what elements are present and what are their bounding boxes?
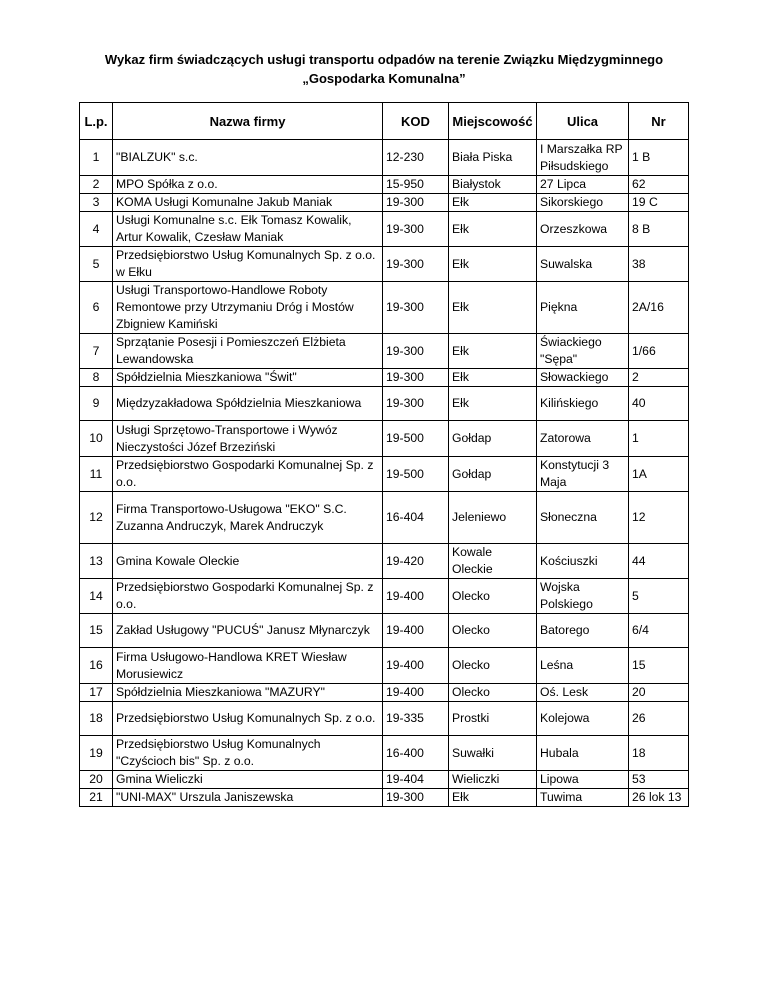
cell-street: Lipowa	[537, 771, 629, 789]
cell-number: 40	[629, 387, 689, 421]
cell-number: 26 lok 13	[629, 789, 689, 807]
cell-lp: 10	[80, 421, 113, 457]
cell-city: Ełk	[449, 212, 537, 247]
cell-postal-code: 19-300	[383, 369, 449, 387]
document-subtitle: „Gospodarka Komunalna”	[302, 71, 466, 86]
cell-number: 26	[629, 702, 689, 736]
cell-company-name: Przedsiębiorstwo Usług Komunalnych "Czyścioch bis" Sp. z o.o.	[113, 736, 383, 771]
cell-lp: 16	[80, 648, 113, 684]
cell-lp: 5	[80, 247, 113, 282]
cell-lp: 12	[80, 492, 113, 544]
cell-number: 2A/16	[629, 282, 689, 334]
cell-city: Biała Piska	[449, 140, 537, 176]
cell-city: Ełk	[449, 282, 537, 334]
cell-company-name: Gmina Kowale Oleckie	[113, 544, 383, 579]
table-row	[80, 140, 689, 176]
cell-city: Olecko	[449, 579, 537, 614]
cell-lp: 6	[80, 282, 113, 334]
cell-city: Wieliczki	[449, 771, 537, 789]
cell-city: Kowale Oleckie	[449, 544, 537, 579]
cell-street: I Marszałka RP Piłsudskiego	[537, 140, 629, 176]
cell-lp: 11	[80, 457, 113, 492]
cell-postal-code: 19-404	[383, 771, 449, 789]
cell-street: Słoneczna	[537, 492, 629, 544]
cell-postal-code: 19-335	[383, 702, 449, 736]
table-row	[80, 648, 689, 684]
cell-city: Olecko	[449, 614, 537, 648]
cell-street: Suwalska	[537, 247, 629, 282]
table-row	[80, 247, 689, 282]
cell-number: 19 C	[629, 194, 689, 212]
cell-postal-code: 19-420	[383, 544, 449, 579]
cell-number: 15	[629, 648, 689, 684]
cell-number: 2	[629, 369, 689, 387]
cell-lp: 15	[80, 614, 113, 648]
cell-street: Zatorowa	[537, 421, 629, 457]
header-lp: L.p.	[80, 103, 113, 140]
cell-postal-code: 19-300	[383, 789, 449, 807]
table-row	[80, 369, 689, 387]
header-city: Miejscowość	[449, 103, 537, 140]
cell-postal-code: 19-400	[383, 579, 449, 614]
cell-lp: 8	[80, 369, 113, 387]
cell-street: Batorego	[537, 614, 629, 648]
cell-city: Suwałki	[449, 736, 537, 771]
cell-street: Tuwima	[537, 789, 629, 807]
cell-company-name: Firma Transportowo-Usługowa "EKO" S.C. Zuzanna Andruczyk, Marek Andruczyk	[113, 492, 383, 544]
cell-lp: 14	[80, 579, 113, 614]
cell-city: Prostki	[449, 702, 537, 736]
cell-postal-code: 19-400	[383, 648, 449, 684]
table-row	[80, 457, 689, 492]
cell-street: Oś. Lesk	[537, 684, 629, 702]
cell-street: 27 Lipca	[537, 176, 629, 194]
cell-lp: 19	[80, 736, 113, 771]
cell-company-name: "BIALZUK" s.c.	[113, 140, 383, 176]
table-row	[80, 282, 689, 334]
cell-street: Świackiego "Sępa"	[537, 334, 629, 369]
cell-street: Słowackiego	[537, 369, 629, 387]
table-row	[80, 194, 689, 212]
cell-postal-code: 16-400	[383, 736, 449, 771]
cell-lp: 3	[80, 194, 113, 212]
header-street: Ulica	[537, 103, 629, 140]
table-row	[80, 614, 689, 648]
table-header-row	[80, 103, 689, 140]
table-row	[80, 334, 689, 369]
cell-number: 1A	[629, 457, 689, 492]
cell-postal-code: 19-400	[383, 614, 449, 648]
cell-postal-code: 19-500	[383, 421, 449, 457]
cell-company-name: Firma Usługowo-Handlowa KRET Wiesław Morusiewicz	[113, 648, 383, 684]
cell-street: Orzeszkowa	[537, 212, 629, 247]
cell-postal-code: 19-300	[383, 194, 449, 212]
cell-city: Gołdap	[449, 457, 537, 492]
cell-postal-code: 19-300	[383, 387, 449, 421]
table-row	[80, 684, 689, 702]
cell-street: Kilińskiego	[537, 387, 629, 421]
cell-street: Kościuszki	[537, 544, 629, 579]
cell-street: Sikorskiego	[537, 194, 629, 212]
cell-lp: 2	[80, 176, 113, 194]
cell-street: Leśna	[537, 648, 629, 684]
cell-number: 38	[629, 247, 689, 282]
cell-company-name: Przedsiębiorstwo Gospodarki Komunalnej Sp. z o.o.	[113, 457, 383, 492]
cell-postal-code: 19-300	[383, 247, 449, 282]
cell-company-name: Spółdzielnia Mieszkaniowa "MAZURY"	[113, 684, 383, 702]
table-row	[80, 492, 689, 544]
table-row	[80, 176, 689, 194]
cell-city: Białystok	[449, 176, 537, 194]
cell-company-name: Przedsiębiorstwo Usług Komunalnych Sp. z o.o.	[113, 702, 383, 736]
cell-number: 8 B	[629, 212, 689, 247]
header-number: Nr	[629, 103, 689, 140]
cell-number: 18	[629, 736, 689, 771]
cell-company-name: Międzyzakładowa Spółdzielnia Mieszkaniowa	[113, 387, 383, 421]
cell-city: Olecko	[449, 684, 537, 702]
document-title: Wykaz firm świadczących usługi transportu odpadów na terenie Związku Międzygminnego	[104, 52, 664, 67]
cell-company-name: Usługi Transportowo-Handlowe Roboty Remontowe przy Utrzymaniu Dróg i Mostów Zbigniew Kamiński	[113, 282, 383, 334]
cell-lp: 7	[80, 334, 113, 369]
cell-city: Gołdap	[449, 421, 537, 457]
cell-company-name: Usługi Sprzętowo-Transportowe i Wywóz Nieczystości Józef Brzeziński	[113, 421, 383, 457]
table-row	[80, 544, 689, 579]
cell-number: 1/66	[629, 334, 689, 369]
table-row	[80, 789, 689, 807]
cell-number: 6/4	[629, 614, 689, 648]
cell-city: Jeleniewo	[449, 492, 537, 544]
table-row	[80, 421, 689, 457]
cell-street: Wojska Polskiego	[537, 579, 629, 614]
cell-company-name: Gmina Wieliczki	[113, 771, 383, 789]
cell-city: Ełk	[449, 387, 537, 421]
cell-postal-code: 16-404	[383, 492, 449, 544]
cell-lp: 21	[80, 789, 113, 807]
table-row	[80, 579, 689, 614]
cell-number: 5	[629, 579, 689, 614]
cell-number: 20	[629, 684, 689, 702]
cell-postal-code: 19-300	[383, 212, 449, 247]
cell-company-name: "UNI-MAX" Urszula Janiszewska	[113, 789, 383, 807]
cell-postal-code: 12-230	[383, 140, 449, 176]
cell-street: Konstytucji 3 Maja	[537, 457, 629, 492]
cell-company-name: MPO Spółka z o.o.	[113, 176, 383, 194]
cell-lp: 9	[80, 387, 113, 421]
cell-lp: 18	[80, 702, 113, 736]
cell-city: Ełk	[449, 369, 537, 387]
cell-number: 62	[629, 176, 689, 194]
cell-lp: 20	[80, 771, 113, 789]
cell-city: Ełk	[449, 194, 537, 212]
cell-postal-code: 19-300	[383, 282, 449, 334]
cell-postal-code: 19-500	[383, 457, 449, 492]
cell-lp: 4	[80, 212, 113, 247]
cell-company-name: Zakład Usługowy "PUCUŚ" Janusz Młynarczyk	[113, 614, 383, 648]
companies-table	[79, 102, 689, 807]
cell-company-name: Sprzątanie Posesji i Pomieszczeń Elżbieta Lewandowska	[113, 334, 383, 369]
cell-number: 12	[629, 492, 689, 544]
table-row	[80, 702, 689, 736]
cell-postal-code: 15-950	[383, 176, 449, 194]
table-row	[80, 212, 689, 247]
header-company-name: Nazwa firmy	[113, 103, 383, 140]
cell-postal-code: 19-400	[383, 684, 449, 702]
table-row	[80, 387, 689, 421]
cell-company-name: Spółdzielnia Mieszkaniowa "Świt"	[113, 369, 383, 387]
cell-lp: 1	[80, 140, 113, 176]
cell-lp: 13	[80, 544, 113, 579]
cell-city: Ełk	[449, 789, 537, 807]
cell-company-name: Przedsiębiorstwo Gospodarki Komunalnej Sp. z o.o.	[113, 579, 383, 614]
cell-number: 44	[629, 544, 689, 579]
table-row	[80, 771, 689, 789]
cell-city: Olecko	[449, 648, 537, 684]
cell-company-name: KOMA Usługi Komunalne Jakub Maniak	[113, 194, 383, 212]
cell-number: 53	[629, 771, 689, 789]
cell-city: Ełk	[449, 247, 537, 282]
cell-number: 1 B	[629, 140, 689, 176]
header-postal-code: KOD	[383, 103, 449, 140]
cell-street: Hubala	[537, 736, 629, 771]
cell-company-name: Usługi Komunalne s.c. Ełk Tomasz Kowalik, Artur Kowalik, Czesław Maniak	[113, 212, 383, 247]
cell-postal-code: 19-300	[383, 334, 449, 369]
cell-street: Piękna	[537, 282, 629, 334]
cell-city: Ełk	[449, 334, 537, 369]
cell-lp: 17	[80, 684, 113, 702]
cell-street: Kolejowa	[537, 702, 629, 736]
table-row	[80, 736, 689, 771]
cell-company-name: Przedsiębiorstwo Usług Komunalnych Sp. z o.o. w Ełku	[113, 247, 383, 282]
cell-number: 1	[629, 421, 689, 457]
